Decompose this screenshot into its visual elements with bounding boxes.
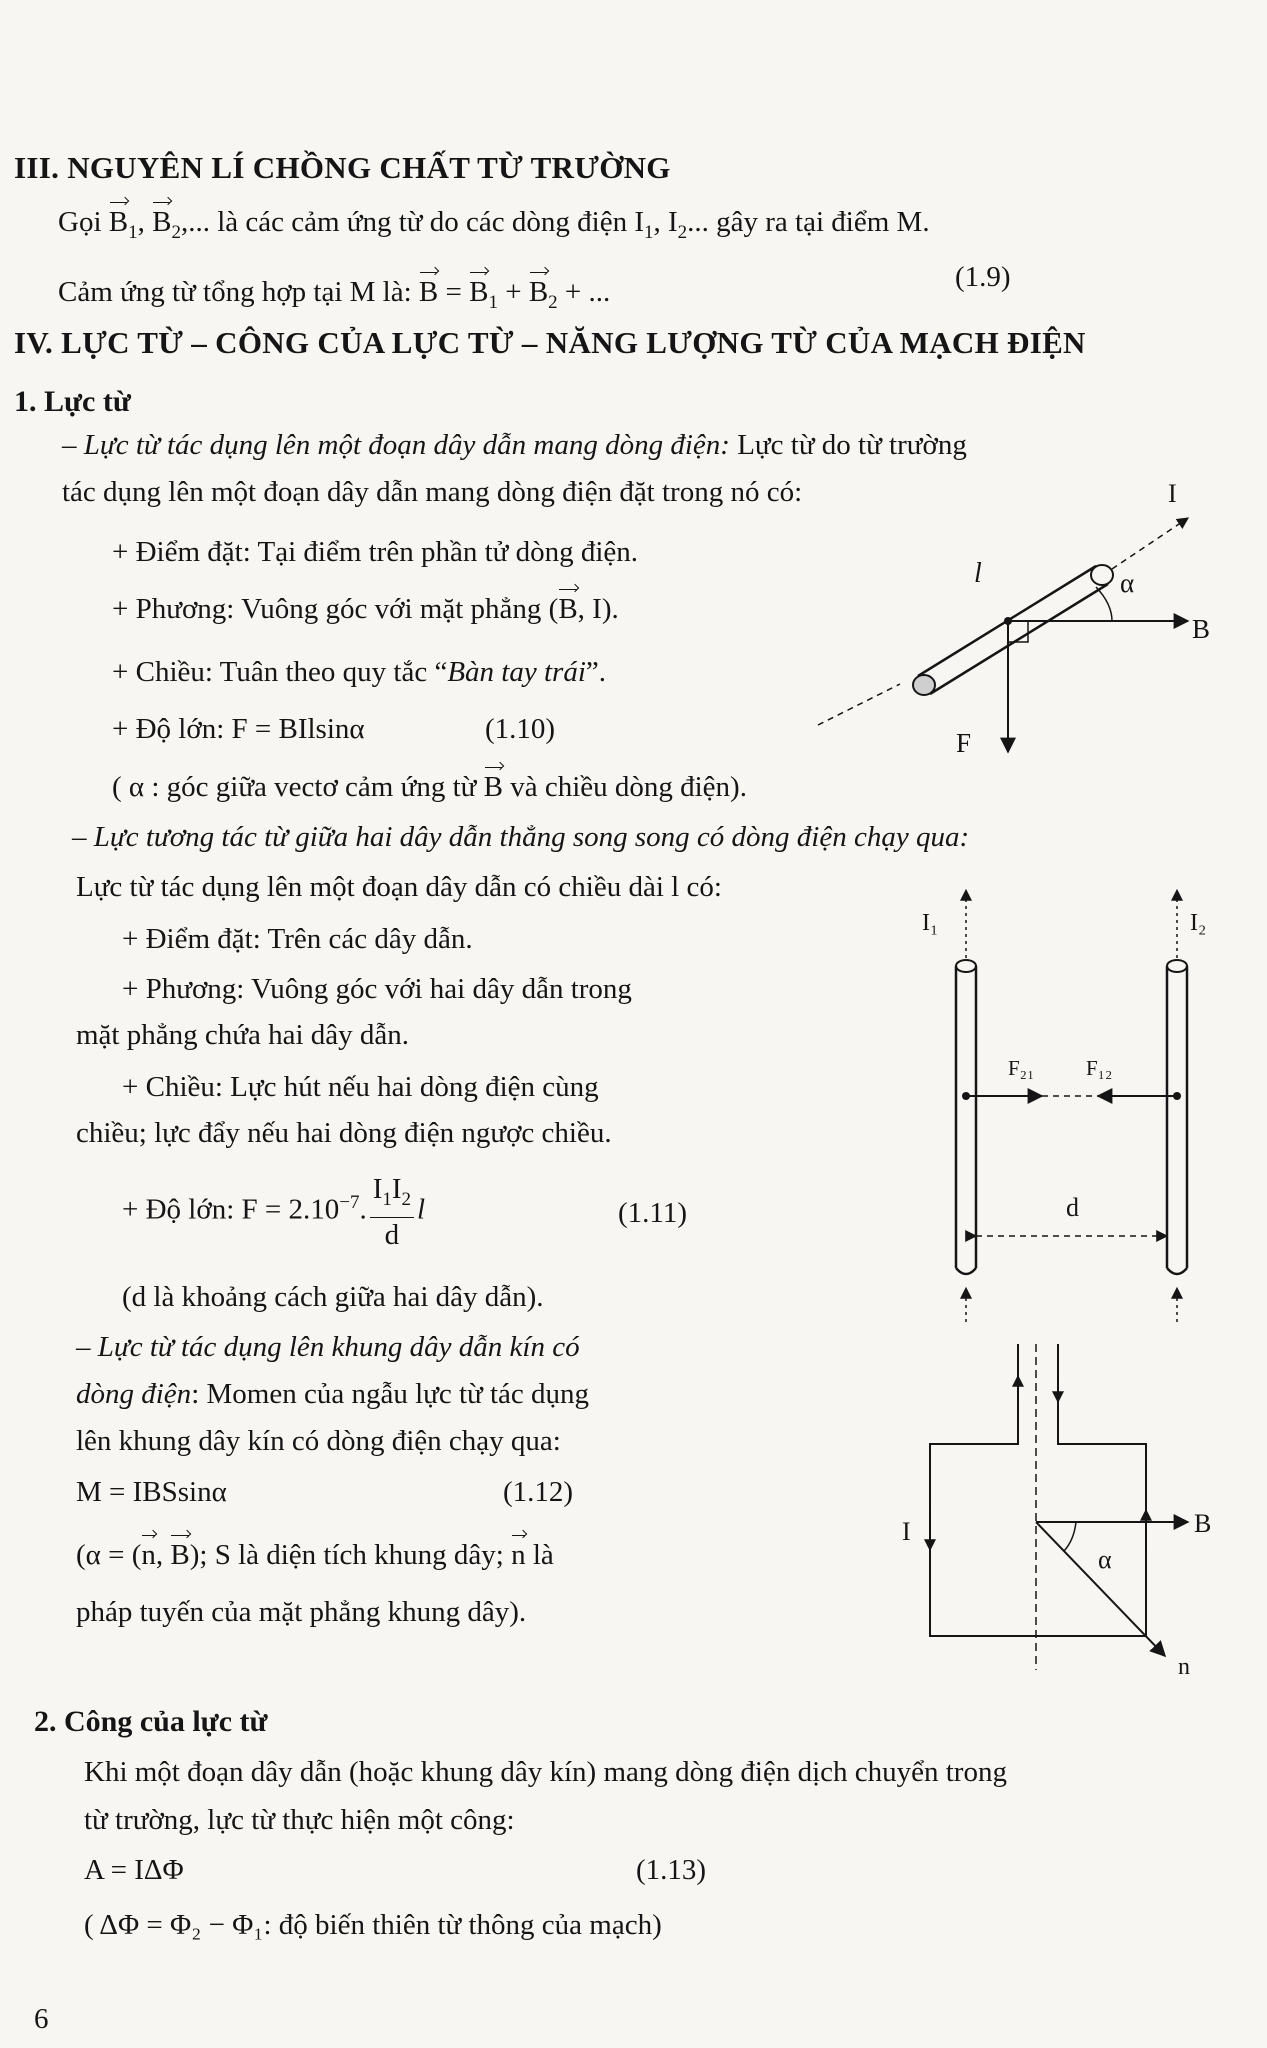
moment-formula: M = IBSsinα	[76, 1476, 227, 1508]
label-B: B	[1192, 614, 1211, 644]
label-coil-B: B	[1194, 1509, 1212, 1538]
label-coil-alpha: α	[1098, 1545, 1112, 1574]
bullet2-chieu-a: + Chiều: Lực hút nếu hai dòng điện cùng	[122, 1071, 599, 1103]
wire-1	[956, 960, 976, 1274]
figure-wire-in-field	[800, 480, 1240, 780]
moment-note-1: (α = (n, B); S là diện tích khung dây; n là	[76, 1539, 554, 1571]
wire-rod	[913, 565, 1113, 695]
label-F21: F₂₁	[1008, 1056, 1035, 1080]
p1-line1: – Lực từ tác dụng lên một đoạn dây dẫn mang dòng điện: Lực từ do từ trường	[62, 429, 967, 461]
label-I: I	[1168, 480, 1177, 508]
bullet-chieu: + Chiều: Tuân theo quy tắc “Bàn tay trái”.	[112, 656, 606, 688]
label-coil-I: I	[902, 1517, 911, 1546]
section-4-title: IV. LỰC TỪ – CÔNG CỦA LỰC TỪ – NĂNG LƯỢNG TỪ CỦA MẠCH ĐIỆN	[14, 325, 1086, 360]
p2-line1: – Lực tương tác từ giữa hai dây dẫn thẳng song song có dòng điện chạy qua:	[72, 821, 970, 853]
section-3-title: III. NGUYÊN LÍ CHỒNG CHẤT TỪ TRƯỜNG	[14, 150, 671, 185]
eq-1-9: (1.9)	[955, 261, 1011, 293]
page-number: 6	[34, 2003, 49, 2035]
note-d: (d là khoảng cách giữa hai dây dẫn).	[122, 1281, 544, 1313]
sec3-line1: Gọi $B_1$, $B_2$,... là các cảm ứng từ do các dòng điện $I_1$, $I_2$... gây ra tại điểm M.	[58, 206, 930, 243]
p2-line2: Lực từ tác dụng lên một đoạn dây dẫn có chiều dài l có:	[76, 871, 722, 903]
coil-frame	[930, 1344, 1146, 1636]
work-formula: A = IΔΦ	[84, 1854, 184, 1886]
moment-note-2: pháp tuyến của mặt phẳng khung dây).	[76, 1596, 527, 1628]
p1-line2: tác dụng lên một đoạn dây dẫn mang dòng điện đặt trong nó có:	[62, 476, 803, 508]
label-F: F	[956, 728, 972, 758]
figure-coil-in-field	[890, 1340, 1235, 1680]
eq-1-13: (1.13)	[636, 1854, 707, 1886]
wire-2	[1167, 960, 1187, 1274]
figure-parallel-wires	[900, 870, 1230, 1330]
subsection-1-title: 1. Lực từ	[14, 385, 131, 418]
p3-line2: dòng điện: Momen của ngẫu lực từ tác dụng	[76, 1378, 590, 1410]
label-I1: I₁	[922, 910, 939, 936]
bullet2-phuong-b: mặt phẳng chứa hai dây dẫn.	[76, 1019, 409, 1051]
label-I2: I₂	[1190, 910, 1207, 936]
note-alpha: ( α : góc giữa vectơ cảm ứng từ B và chiều dòng điện).	[112, 771, 747, 803]
bullet2-diem-dat: + Điểm đặt: Trên các dây dẫn.	[122, 923, 473, 955]
label-l: l	[974, 558, 982, 589]
subsection-2-title: 2. Công của lực từ	[34, 1705, 268, 1738]
p3-line1: – Lực từ tác dụng lên khung dây dẫn kín có	[76, 1331, 580, 1363]
bullet2-chieu-b: chiều; lực đẩy nếu hai dòng điện ngược chiều.	[76, 1117, 612, 1149]
label-d: d	[1066, 1193, 1079, 1222]
work-note: ( ΔΦ = Φ₂ − Φ₁: độ biến thiên từ thông của mạch)	[84, 1909, 662, 1941]
work-line2: từ trường, lực từ thực hiện một công:	[84, 1804, 515, 1836]
label-alpha: α	[1120, 568, 1135, 598]
bullet-phuong: + Phương: Vuông góc với mặt phẳng (B, I).	[112, 593, 619, 625]
bullet-diem-dat: + Điểm đặt: Tại điểm trên phần tử dòng điện.	[112, 536, 639, 568]
bullet2-phuong-a: + Phương: Vuông góc với hai dây dẫn trong	[122, 973, 632, 1005]
eq-1-12: (1.12)	[503, 1476, 574, 1508]
eq-1-10: (1.10)	[485, 713, 556, 745]
label-n: n	[1178, 1654, 1190, 1680]
p3-line3: lên khung dây kín có dòng điện chạy qua:	[76, 1425, 561, 1457]
bullet-do-lon: + Độ lớn: F = BIlsinα	[112, 713, 365, 745]
label-F12: F₁₂	[1086, 1056, 1113, 1080]
eq-1-11: (1.11)	[618, 1197, 687, 1229]
bullet2-do-lon: + Độ lớn: $F = 2.10^{-7}$. $\frac{I_1I_2}{d}$ l	[122, 1173, 426, 1251]
work-line1: Khi một đoạn dây dẫn (hoặc khung dây kín) mang dòng điện dịch chuyển trong	[84, 1756, 1007, 1788]
sec3-line2: Cảm ứng từ tổng hợp tại M là: $B = B_1 + B_2$ + ...	[58, 276, 611, 313]
